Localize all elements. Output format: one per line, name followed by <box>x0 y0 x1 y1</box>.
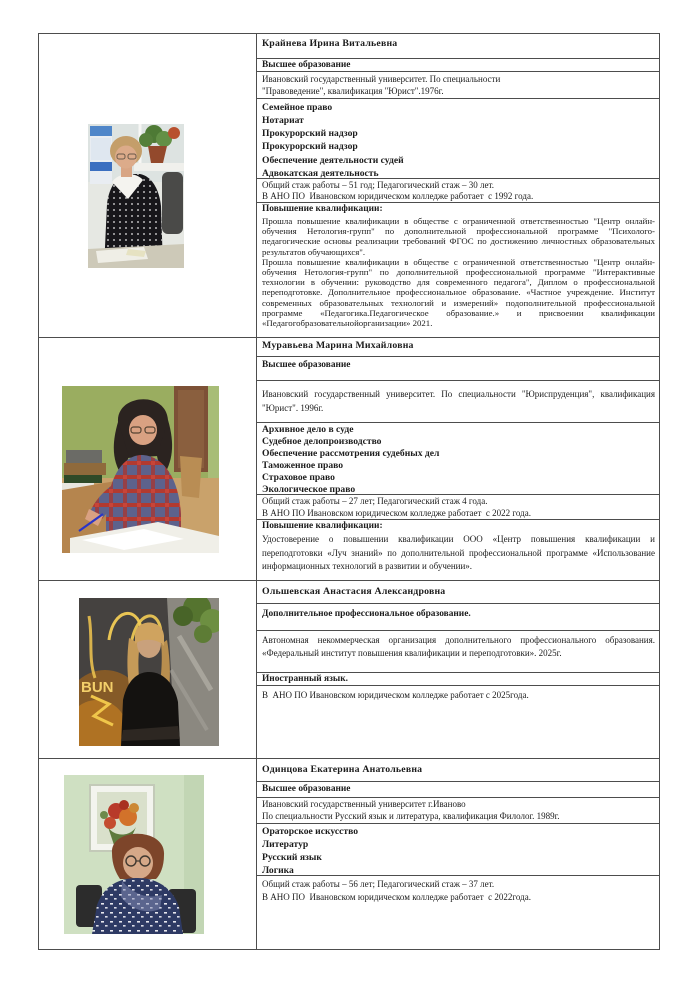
qualification-title: Повышение квалификации: <box>262 521 383 532</box>
body-text <box>257 686 659 758</box>
subjects-list <box>257 423 659 496</box>
subject-item: Обеспечение рассмотрения судебных дел <box>262 447 440 459</box>
qualification-paragraph: Прошла повышение квалификации в обществе с ограниченной ответственностью "Центр онлайн-обучения Нетология-групп" по дополнительной профессиональной программе "Интерактивные технологии в обучении: руководство для современного педагога", Диплом о профессиональной переподготовке. Дополнительное профессиональное образование. «Частное учреждение. Институт современных образовательных технологий и измерений» подополнительной профессиональной программе «Педагогика.Педагогическое образование.» и присвоении квалификации «Педагогобразовательнойорганизации» 2021. <box>262 256 655 328</box>
person-photo <box>79 598 219 746</box>
subject-item: Обеспечение деятельности судей <box>262 154 404 166</box>
subject-item: Адвокатская деятельность <box>262 167 379 179</box>
text-line: В АНО ПО Ивановском юридическом колледже работает с 2022 года. <box>262 508 531 519</box>
subjects-list <box>257 824 659 876</box>
qualification-section <box>257 203 659 337</box>
section-header: Иностранный язык. <box>257 673 659 687</box>
body-text <box>257 72 659 99</box>
qualification-title: Повышение квалификации: <box>262 204 383 215</box>
qualification-paragraph: Удостоверение о повышении квалификации ООО «Центр повышения квалификации и переподготовки «Луч знаний» по дополнительной профессиональной программе «Использование информационных технологий в развитии и обучении». <box>262 533 655 572</box>
subject-item: Экологическое право <box>262 484 356 496</box>
subject-item: Русский язык <box>262 852 322 863</box>
person-photo <box>64 775 204 934</box>
person-name: Крайнева Ирина Витальевна <box>257 34 659 59</box>
text-line: В АНО ПО Ивановском юридическом колледже работает с 2022года. <box>262 891 531 902</box>
subject-item: Нотариат <box>262 115 304 127</box>
info-cell <box>257 338 659 580</box>
body-text <box>257 876 659 949</box>
neon-sign-text: BUN <box>81 679 114 696</box>
subject-item: Логика <box>262 865 294 876</box>
text-line: "Правоведение", квалификация "Юрист".1976г. <box>262 86 444 97</box>
staff-row <box>39 759 659 949</box>
photo-illustration <box>62 386 219 553</box>
photo-illustration <box>79 598 219 746</box>
subject-item: Прокурорский надзор <box>262 128 358 140</box>
person-name: Ольшевская Анастасия Александровна <box>257 581 659 604</box>
person-name: Одинцова Екатерина Анатольевна <box>257 759 659 782</box>
section-header: Высшее образование <box>257 357 659 381</box>
staff-row <box>39 581 659 759</box>
text-line: Общий стаж работы – 51 год; Педагогический стаж – 30 лет. <box>262 179 495 190</box>
body-text: Автономная некоммерческая организация дополнительного профессионального образования. «Федеральный институт повышения квалификации и переподготовки». 2025г. <box>257 631 659 673</box>
photo-illustration <box>64 775 204 934</box>
person-photo <box>88 124 184 268</box>
subject-item: Таможенное право <box>262 459 344 471</box>
section-header: Дополнительное профессиональное образование. <box>257 604 659 631</box>
text-line: Общий стаж работы – 56 лет; Педагогический стаж – 37 лет. <box>262 879 495 889</box>
text-line: Ивановский государственный университет г.Иваново <box>262 799 466 809</box>
qualification-paragraph: Прошла повышение квалификации в обществе с ограниченной ответственностью "Центр онлайн-обучения Нетология-групп" по дополнительной профессиональной программе "Психолого-педагогические основы реализации требований ФГОС по достижению личностных образовательных результатов обучающихся". <box>262 215 655 257</box>
photo-cell <box>39 581 257 758</box>
subject-item: Прокурорский надзор <box>262 141 358 153</box>
subject-item: Судебное делопроизводство <box>262 435 382 447</box>
body-text <box>257 495 659 520</box>
staff-row <box>39 338 659 581</box>
staff-row <box>39 34 659 338</box>
text-line: В АНО ПО Ивановском юридическом колледже работает с 2025года. <box>262 690 529 701</box>
text-line: Общий стаж работы – 27 лет; Педагогический стаж 4 года. <box>262 496 488 507</box>
staff-table <box>38 33 660 950</box>
section-header: Высшее образование <box>257 59 659 72</box>
photo-cell <box>39 759 257 949</box>
text-line: Ивановский государственный университет. По специальности <box>262 73 501 84</box>
text-line: По специальности Русский язык и литература, квалификация Филолог. 1989г. <box>262 810 560 821</box>
person-name: Муравьева Марина Михайловна <box>257 338 659 357</box>
subject-item: Страховое право <box>262 472 335 484</box>
body-text <box>257 179 659 204</box>
subject-item: Литератур <box>262 839 309 850</box>
body-text: Ивановский государственный университет. По специальности "Юриспруденция", квалификация "Юрист". 1996г. <box>257 381 659 423</box>
section-header: Высшее образование <box>257 782 659 798</box>
photo-cell <box>39 338 257 580</box>
photo-illustration <box>88 124 184 268</box>
body-text <box>257 798 659 824</box>
person-photo <box>62 386 219 553</box>
photo-cell <box>39 34 257 337</box>
subject-item: Ораторское искусство <box>262 826 358 837</box>
subjects-list <box>257 99 659 179</box>
subject-item: Архивное дело в суде <box>262 423 354 435</box>
text-line: В АНО ПО Ивановском юридическом колледже работает с 1992 года. <box>262 190 534 201</box>
info-cell <box>257 759 659 949</box>
qualification-section <box>257 520 659 580</box>
info-cell <box>257 34 659 337</box>
subject-item: Семейное право <box>262 101 333 113</box>
info-cell <box>257 581 659 758</box>
